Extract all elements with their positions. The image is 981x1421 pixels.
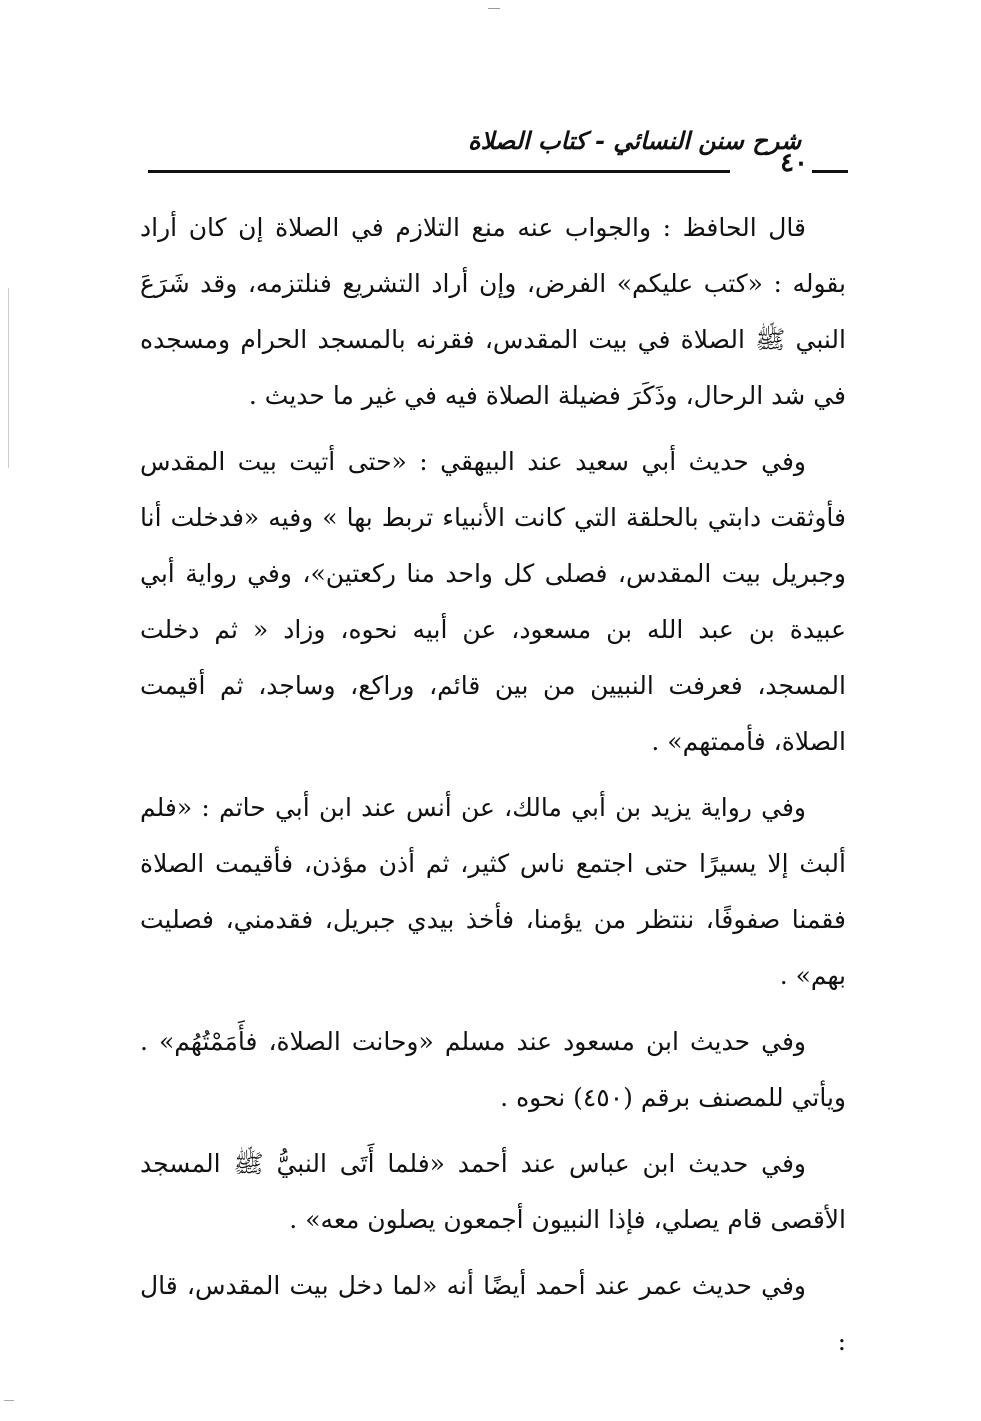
- scan-mark: [488, 8, 500, 9]
- header-rule-short: [812, 170, 848, 173]
- header-rule: [148, 170, 730, 173]
- book-title: شرح سنن النسائي - كتاب الصلاة: [468, 126, 802, 155]
- scan-mark-bottom: [4, 1400, 14, 1401]
- body-text: [140, 200, 846, 1370]
- paragraph: قال الحافظ : والجواب عنه منع التلازم في الصلاة إن كان أراد بقوله : «كتب عليكم» الفرض، وإن أراد التشريع فنلتزمه، وقد شَرَعَ النبي ﷺ الصلاة في بيت المقدس، فقرنه بالمسجد الحرام ومسجده في شد الرحال، وذَكَرَ فضيلة الصلاة فيه في غير ما حديث .: [140, 213, 846, 410]
- scan-margin-line: [8, 288, 9, 468]
- running-header: [148, 118, 848, 178]
- paragraph: وفي رواية يزيد بن أبي مالك، عن أنس عند ابن أبي حاتم : «فلم ألبث إلا يسيرًا حتى اجتمع ناس كثير، ثم أذن مؤذن، فأقيمت الصلاة فقمنا صفوفًا، ننتظر من يؤمنا، فأخذ بيدي جبريل، فقدمني، فصليت بهم» .: [140, 793, 846, 990]
- paragraph: وفي حديث ابن مسعود عند مسلم «وحانت الصلاة، فأَمَمْتُهُم» . ويأتي للمصنف برقم (٤٥٠) نحوه .: [140, 1027, 846, 1112]
- paragraph: وفي حديث عمر عند أحمد أيضًا أنه «لما دخل بيت المقدس، قال :: [140, 1271, 846, 1356]
- paragraph: وفي حديث أبي سعيد عند البيهقي : «حتى أتيت بيت المقدس فأوثقت دابتي بالحلقة التي كانت الأنبياء تربط بها » وفيه «فدخلت أنا وجبريل بيت المقدس، فصلى كل واحد منا ركعتين»، وفي رواية أبي عبيدة بن عبد الله بن مسعود، عن أبيه نحوه، وزاد « ثم دخلت المسجد، فعرفت النبيين من بين قائم، وراكع، وساجد، ثم أقيمت الصلاة، فأممتهم» .: [140, 447, 846, 756]
- paragraph: وفي حديث ابن عباس عند أحمد «فلما أَتَى النبيُّ ﷺ المسجد الأقصى قام يصلي، فإذا النبيون أجمعون يصلون معه» .: [140, 1149, 846, 1234]
- page-number: ٤٠: [780, 148, 808, 178]
